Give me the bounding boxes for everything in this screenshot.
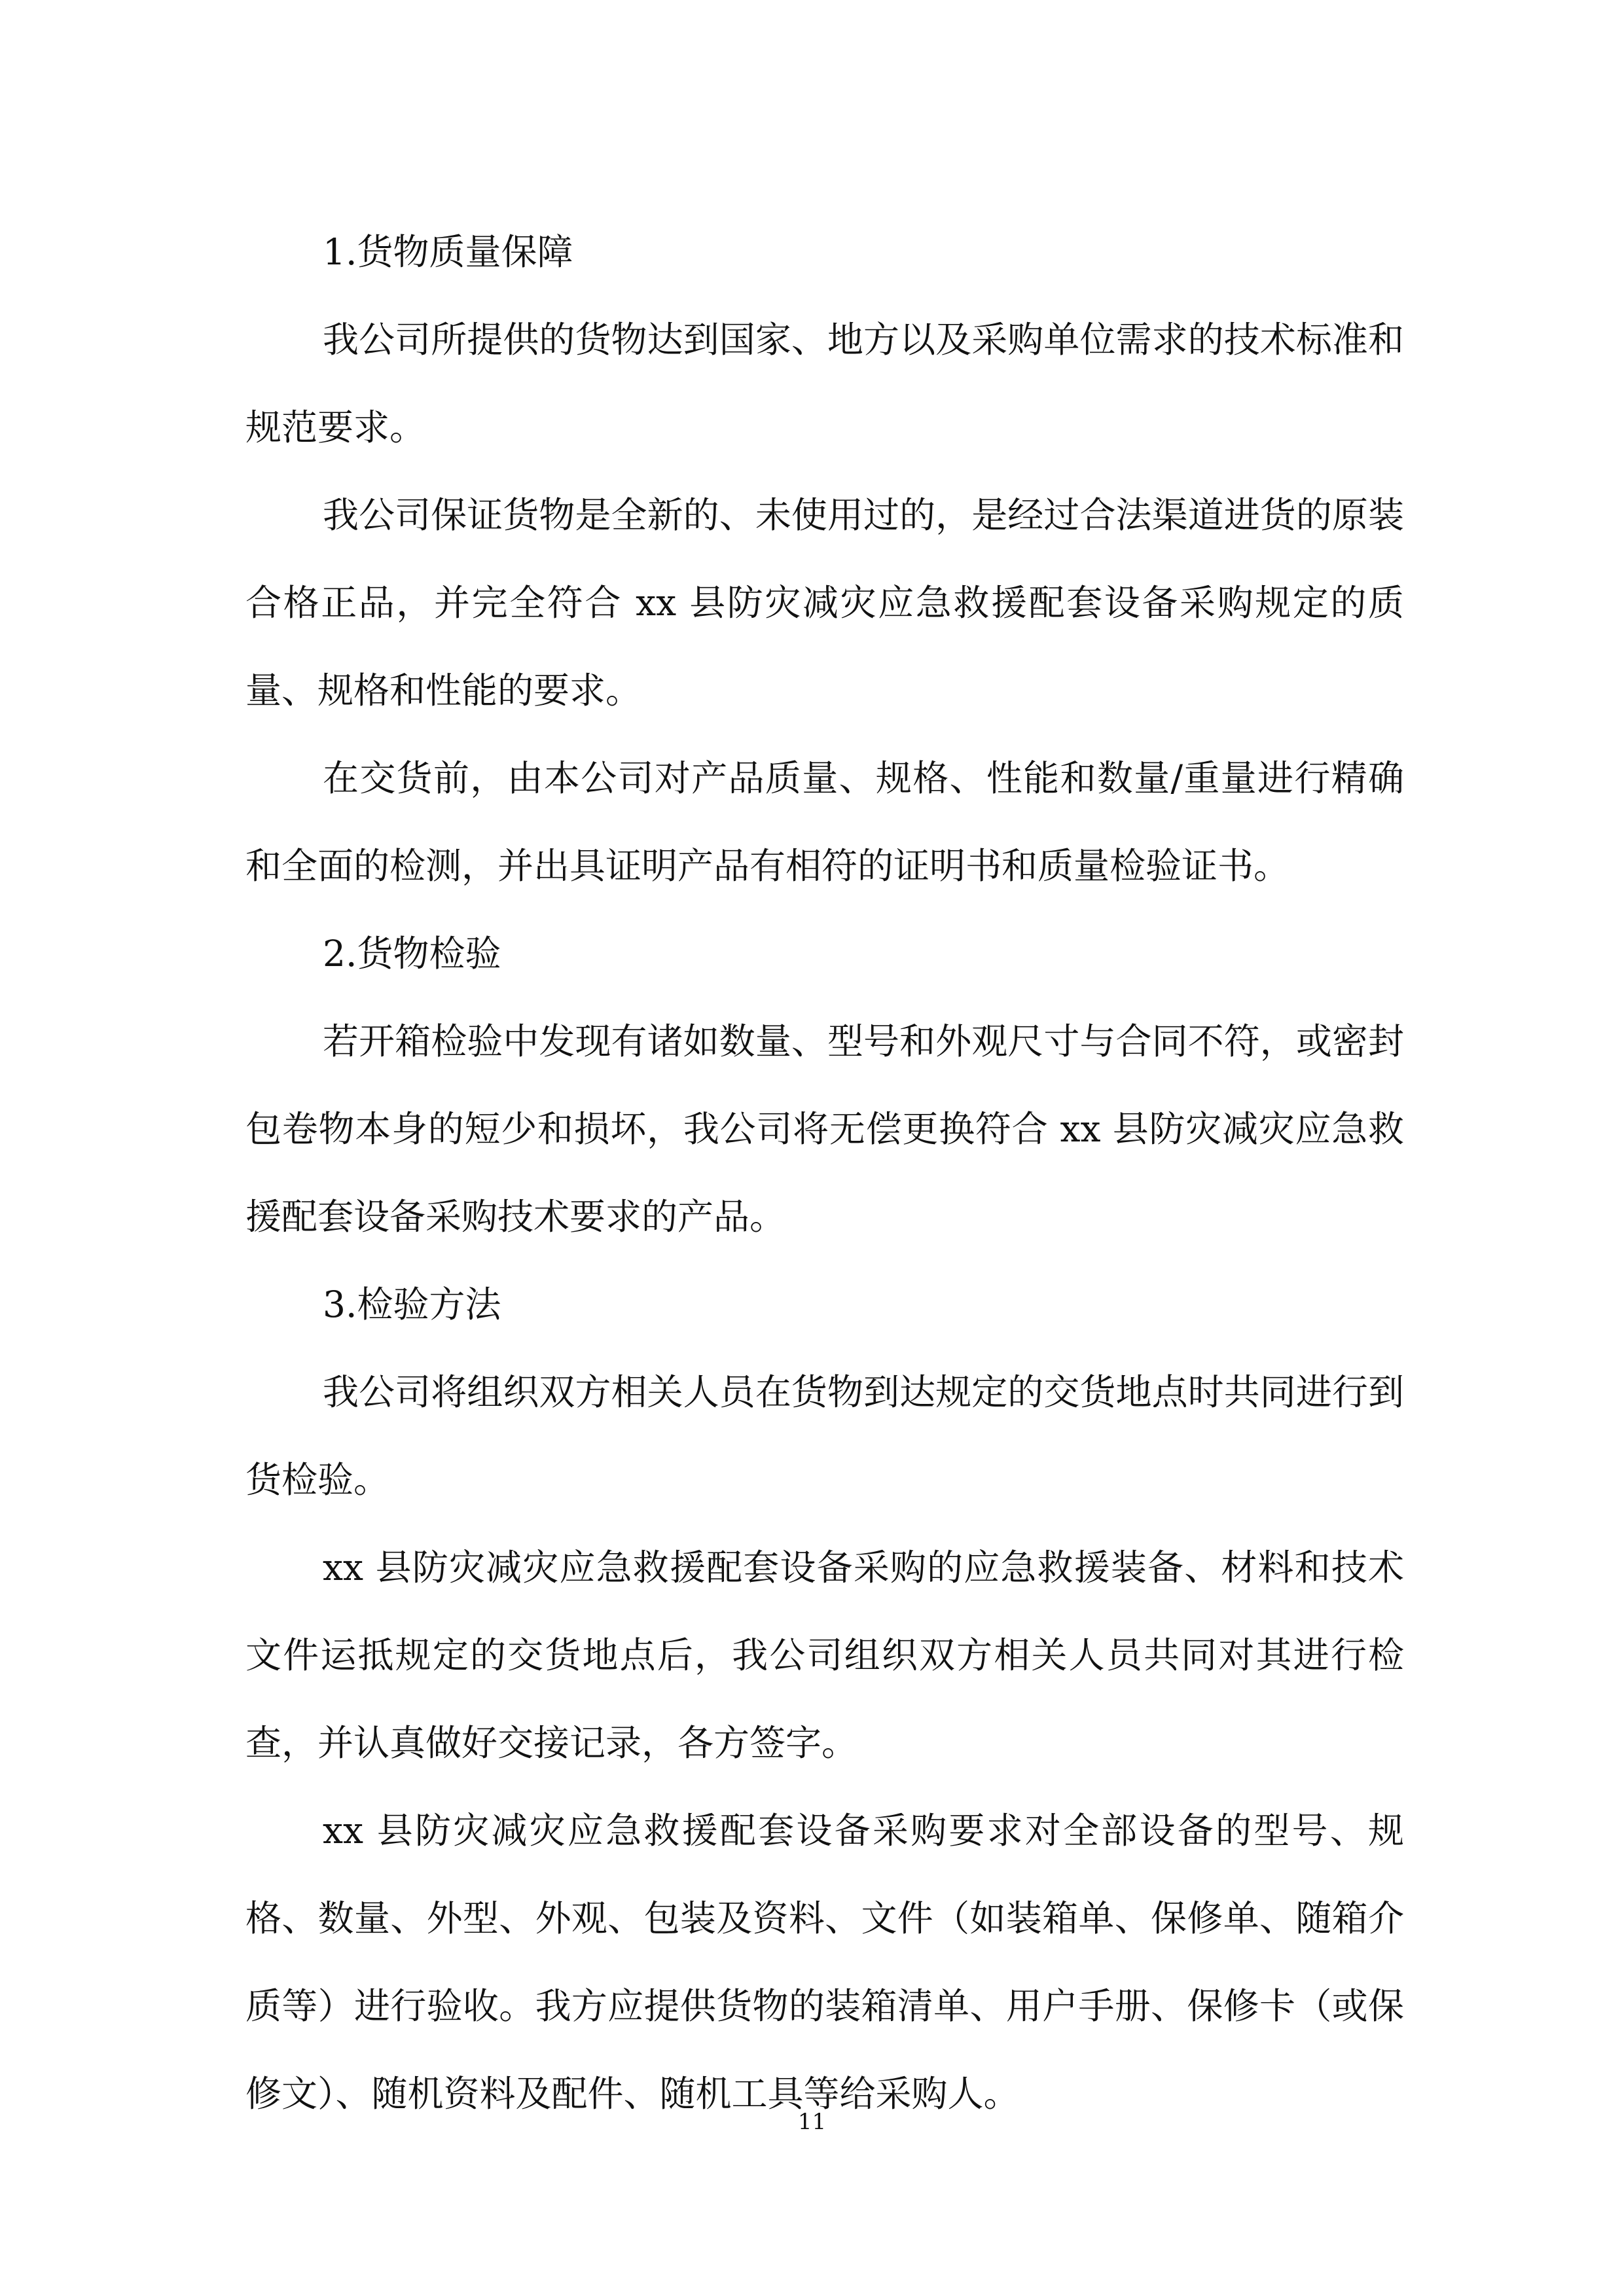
- paragraph-handover-record: xx 县防灾减灾应急救援配套设备采购的应急救援装备、材料和技术文件运抵规定的交货地点后，我公司组织双方相关人员共同对其进行检查，并认真做好交接记录，各方签字。: [245, 1547, 1404, 1764]
- paragraph-joint-arrival-inspection: 我公司将组织双方相关人员在货物到达规定的交货地点时共同进行到货检验。: [245, 1371, 1404, 1501]
- paragraph-acceptance-documents: xx 县防灾减灾应急救援配套设备采购要求对全部设备的型号、规格、数量、外型、外观、包装及资料、文件（如装箱单、保修单、随箱介质等）进行验收。我方应提供货物的装箱清单、用户手册、保修卡（或保修文）、随机资料及配件、随机工具等给采购人。: [245, 1810, 1404, 2115]
- section-heading-inspection-method: 3.检验方法: [323, 1283, 501, 1325]
- paragraph-unboxing-replacement: 若开箱检验中发现有诸如数量、型号和外观尺寸与合同不符，或密封包卷物本身的短少和损坏，我公司将无偿更换符合 xx 县防灾减灾应急救援配套设备采购技术要求的产品。: [245, 1020, 1404, 1238]
- section-heading-quality-guarantee: 1.货物质量保障: [323, 231, 573, 273]
- paragraph-technical-standards: 我公司所提供的货物达到国家、地方以及采购单位需求的技术标准和规范要求。: [245, 319, 1404, 448]
- page-number: 11: [797, 2109, 827, 2135]
- paragraph-new-genuine-goods: 我公司保证货物是全新的、未使用过的，是经过合法渠道进货的原装合格正品，并完全符合 xx 县防灾减灾应急救援配套设备采购规定的质量、规格和性能的要求。: [245, 494, 1404, 711]
- section-heading-goods-inspection: 2.货物检验: [323, 933, 501, 975]
- page-content: [245, 208, 1404, 2138]
- paragraph-pre-delivery-inspection: 在交货前，由本公司对产品质量、规格、性能和数量/重量进行精确和全面的检测，并出具证明产品有相符的证明书和质量检验证书。: [245, 757, 1404, 887]
